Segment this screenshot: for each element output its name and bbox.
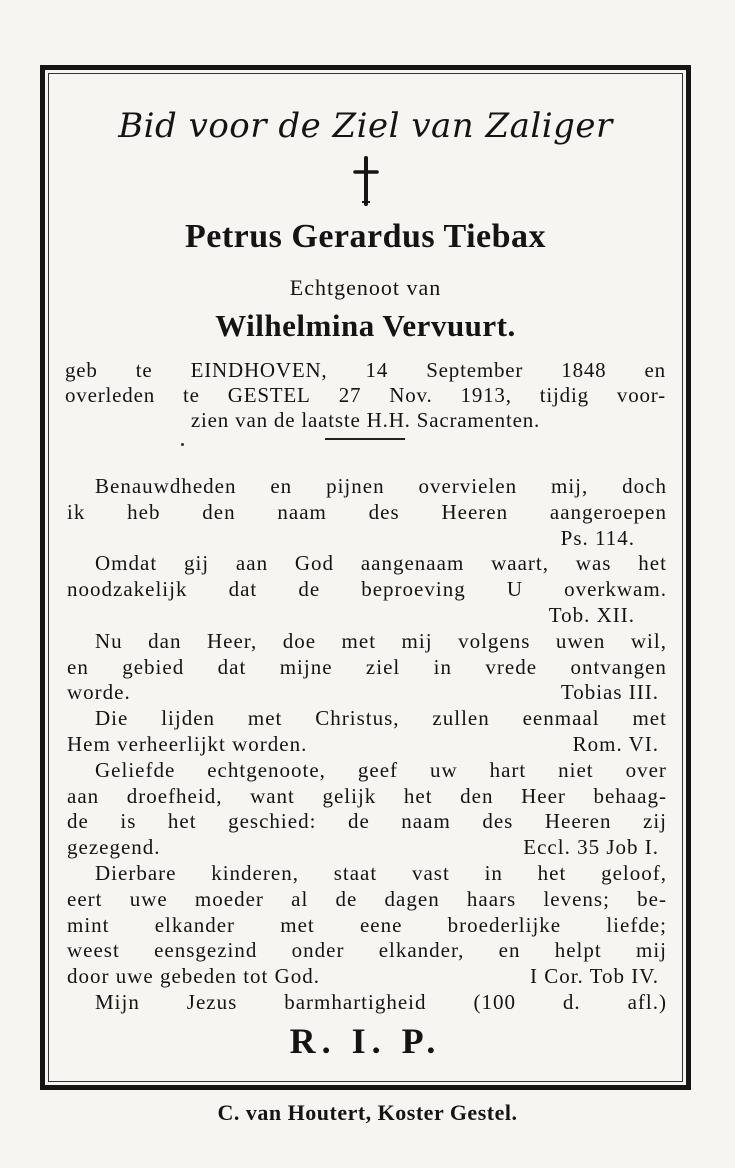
verse-word: aangeroepen: [549, 499, 667, 524]
verse-line: [67, 655, 667, 681]
verse-word: kinderen,: [211, 860, 299, 885]
verse-line: [67, 758, 667, 784]
verse-word: eene: [359, 912, 403, 937]
verse-word: met: [280, 912, 315, 937]
verse-line: [67, 913, 667, 939]
verse-word: ziel: [365, 654, 401, 679]
verse-line: [67, 551, 667, 577]
verse-word: ontvangen: [570, 654, 667, 679]
verse-word: droefheid,: [126, 783, 223, 808]
bio-word: September: [426, 358, 524, 382]
spouse-name: Wilhelmina Vervuurt.: [215, 308, 516, 343]
verse-word: uwe: [129, 886, 168, 911]
bio-word: 27: [338, 383, 362, 407]
verse-word: waart,: [491, 551, 549, 576]
verse-word: was: [575, 551, 612, 576]
verse-word: zullen: [432, 706, 490, 731]
verse-line: [67, 732, 667, 758]
verse-word: noodzakelijk: [67, 577, 188, 602]
verse-word: hart: [489, 757, 527, 782]
bio-word: overleden: [65, 383, 155, 407]
verse-word: levens;: [543, 886, 610, 911]
verse-word: beproeving: [361, 577, 466, 602]
verse-word: aan: [67, 783, 100, 808]
verse-text: door uwe gebeden tot God.: [67, 964, 321, 989]
verse-word: Omdat: [95, 551, 158, 576]
bio-word: EINDHOVEN,: [190, 358, 328, 382]
verse-line: [67, 784, 667, 810]
spouse-label: Echtgenoot van: [289, 275, 442, 300]
heading: Bid voor de Ziel van Zaliger: [118, 106, 613, 146]
verse-word: in: [433, 654, 452, 679]
verse-word: met: [632, 706, 667, 731]
verse-word: al: [291, 886, 309, 911]
verse-text: Hem verheerlijkt worden.: [67, 731, 308, 756]
verse-word: gebied: [122, 654, 185, 679]
verse-word: overkwam.: [564, 577, 667, 602]
verse-word: en: [270, 474, 293, 498]
verse-word: geef: [357, 757, 399, 782]
verse-word: de: [67, 809, 89, 834]
bio-word: te: [182, 383, 200, 407]
bio-word: GESTEL: [227, 383, 311, 407]
verse-word: Heeren: [441, 499, 509, 524]
verse-word: gij: [183, 551, 210, 576]
verse-word: en: [67, 654, 89, 679]
verse-word: overvielen: [418, 474, 518, 498]
verse-word: dat: [228, 577, 258, 602]
verse-word: want: [250, 783, 295, 808]
verse-word: Mijn: [95, 989, 140, 1014]
verse-word: elkander: [154, 912, 236, 937]
bio-word: te: [135, 358, 153, 382]
verse-line: [67, 938, 667, 964]
verse-line: [67, 526, 667, 552]
verse-word: dagen: [384, 886, 440, 911]
verse-word: liefde;: [606, 912, 667, 937]
verse-word: eert: [67, 886, 103, 911]
verse-word: het: [167, 809, 197, 834]
verse-word: het: [537, 860, 567, 885]
deceased-name: Petrus Gerardus Tiebax: [184, 218, 547, 255]
verse-word: dat: [217, 654, 247, 679]
verse-word: des: [368, 499, 400, 524]
verse-line: [67, 809, 667, 835]
verse-word: de: [335, 886, 358, 911]
verse-word: en: [498, 938, 521, 963]
verse-word: Benauwdheden: [95, 474, 237, 498]
verse-word: den: [460, 783, 494, 808]
bio-word: voor-: [616, 383, 666, 407]
divider: [325, 438, 405, 440]
verse-reference: I Cor. Tob IV.: [529, 964, 659, 989]
verse-word: Jezus: [186, 989, 238, 1014]
verse-word: eensgezind: [154, 938, 258, 963]
verse-word: U: [506, 577, 523, 602]
verse-word: Christus,: [315, 706, 400, 731]
verse-word: afl.): [627, 989, 667, 1014]
verse-word: de: [298, 577, 321, 602]
bio-line: [65, 383, 666, 408]
bio-word: 14: [365, 358, 389, 382]
verse-word: mint: [67, 912, 110, 937]
verse-word: wil,: [630, 628, 667, 653]
verse-word: Dierbare: [95, 860, 177, 885]
verse-word: zij: [643, 809, 667, 834]
verse-line: [67, 629, 667, 655]
verse-word: volgens: [458, 628, 531, 653]
verse-word: elkander,: [378, 938, 465, 963]
verse-line: [67, 964, 667, 990]
decorative-dot: [181, 443, 184, 446]
verse-word: barmhartigheid: [284, 989, 427, 1014]
bio-word: en: [644, 358, 666, 382]
bio-line: [65, 358, 666, 383]
verse-word: is: [120, 809, 137, 834]
verses: [67, 474, 667, 1016]
verse-word: heb: [127, 499, 161, 524]
verse-word: mij: [401, 628, 433, 653]
verse-word: het: [638, 551, 667, 576]
verse-word: mijne: [279, 654, 333, 679]
verse-reference: Tobias III.: [560, 680, 659, 705]
verse-word: doch: [622, 474, 667, 498]
verse-word: naam: [401, 809, 451, 834]
verse-word: be-: [637, 886, 667, 911]
verse-word: uw: [429, 757, 458, 782]
verse-word: naam: [277, 499, 327, 524]
verse-word: met: [341, 628, 377, 653]
verse-line: [67, 577, 667, 603]
verse-line: [67, 887, 667, 913]
verse-word: het: [403, 783, 433, 808]
verse-word: doe: [282, 628, 317, 653]
verse-word: ik: [67, 499, 86, 524]
rip-text: R. I. P.: [289, 1021, 442, 1061]
verse-text: worde.: [67, 680, 131, 705]
verse-word: behaag-: [593, 783, 667, 808]
verse-word: uwen: [555, 628, 606, 653]
verse-word: gelijk: [322, 783, 377, 808]
verse-word: vast: [411, 860, 450, 885]
verse-reference: Rom. VI.: [572, 731, 659, 756]
verse-word: haars: [466, 886, 517, 911]
verse-line: [67, 500, 667, 526]
verse-word: echtgenoote,: [207, 757, 326, 782]
verse-line: [67, 861, 667, 887]
memorial-card: [40, 65, 691, 1090]
verse-word: Heeren: [544, 809, 612, 834]
verse-word: Heer,: [207, 628, 258, 653]
verse-word: Heer: [521, 783, 566, 808]
verse-word: eenmaal: [522, 706, 600, 731]
verse-word: niet: [558, 757, 594, 782]
verse-word: des: [482, 809, 514, 834]
verse-word: d.: [562, 989, 581, 1014]
verse-text: gezegend.: [67, 835, 161, 860]
bio-line: [65, 408, 666, 433]
biography: [65, 358, 666, 433]
bio-word: geb: [65, 358, 98, 382]
verse-word: Nu: [95, 628, 123, 653]
verse-word: onder: [291, 938, 345, 963]
verse-word: mij,: [550, 474, 589, 498]
bio-word: 1848: [561, 358, 607, 382]
bio-word: tijdig: [539, 383, 589, 407]
verse-word: aan: [235, 551, 269, 576]
verse-word: God: [294, 551, 335, 576]
verse-reference: Ps. 114.: [560, 525, 635, 550]
verse-line: [67, 680, 667, 706]
verse-word: mij: [635, 938, 667, 963]
verse-word: pijnen: [326, 474, 385, 498]
verse-reference: Eccl. 35 Job I.: [523, 835, 659, 860]
verse-word: aangenaam: [360, 551, 465, 576]
verse-word: over: [625, 757, 667, 782]
bio-word: Nov.: [389, 383, 433, 407]
verse-word: Geliefde: [95, 757, 176, 782]
verse-word: helpt: [554, 938, 602, 963]
verse-word: met: [247, 706, 283, 731]
verse-word: moeder: [194, 886, 264, 911]
bio-word: 1913,: [460, 383, 512, 407]
verse-line: [67, 990, 667, 1016]
verse-line: [67, 603, 667, 629]
verse-word: broederlijke: [447, 912, 562, 937]
verse-word: vrede: [485, 654, 538, 679]
verse-line: [67, 474, 667, 500]
verse-word: (100: [473, 989, 516, 1014]
verse-reference: Tob. XII.: [548, 602, 635, 627]
verse-word: geloof,: [601, 860, 667, 885]
verse-word: de: [347, 809, 370, 834]
verse-line: [67, 706, 667, 732]
verse-line: [67, 835, 667, 861]
cross-icon: [45, 156, 686, 206]
verse-word: dan: [148, 628, 182, 653]
verse-word: staat: [333, 860, 378, 885]
printer-credit: C. van Houtert, Koster Gestel.: [217, 1100, 518, 1125]
verse-word: lijden: [161, 706, 216, 731]
bio-word: zien van de laatste H.H. Sacramenten.: [190, 408, 541, 432]
verse-word: in: [484, 860, 503, 885]
verse-word: weest: [67, 938, 120, 963]
verse-word: den: [202, 499, 236, 524]
verse-word: Die: [95, 706, 129, 731]
verse-word: geschied:: [228, 809, 317, 834]
